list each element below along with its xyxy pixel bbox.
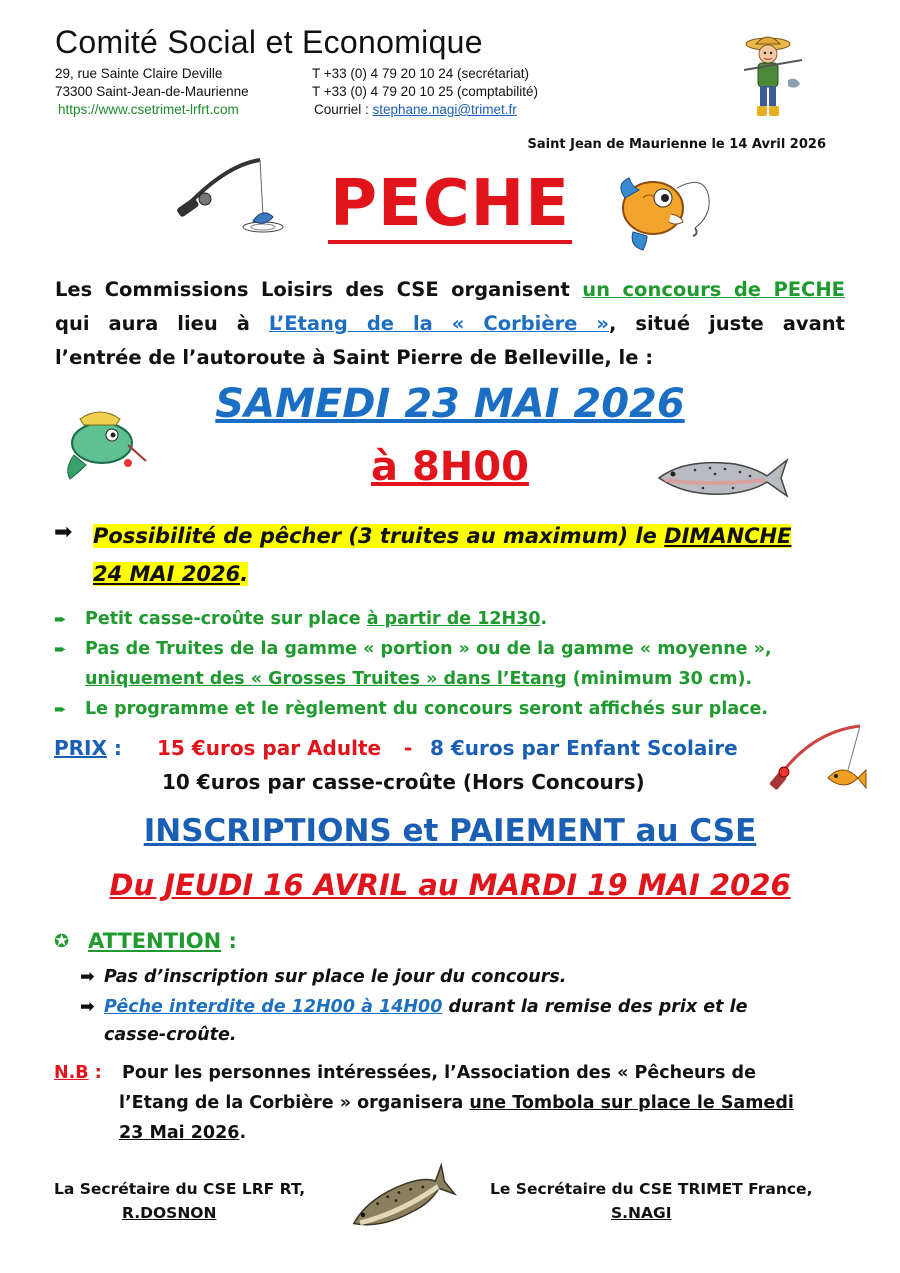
nb-tombola: une Tombola sur place le Samedi bbox=[469, 1093, 794, 1113]
prix-adult: 15 €uros par Adulte bbox=[157, 736, 382, 760]
intro-text-2: qui aura lieu à bbox=[55, 312, 269, 335]
event-date bbox=[0, 381, 900, 427]
prix-child: 8 €uros par Enfant Scolaire bbox=[430, 736, 738, 760]
signature-left-name: R.DOSNON bbox=[122, 1204, 217, 1222]
attention-item-2-line-2: casse-croûte. bbox=[104, 1025, 237, 1045]
nb-line-1: Pour les personnes intéressées, l’Association des « Pêcheurs de bbox=[122, 1063, 756, 1083]
arrow-right-icon: ➨ bbox=[54, 610, 67, 628]
rod-fish-icon bbox=[768, 722, 868, 804]
detail-snack-end: . bbox=[540, 609, 548, 629]
signature-right-name: S.NAGI bbox=[611, 1204, 672, 1222]
intro-line-3: l’entrée de l’autoroute à Saint Pierre de Belleville, le : bbox=[55, 346, 654, 369]
nb-colon: : bbox=[88, 1063, 102, 1083]
detail-trout-end: (minimum 30 cm). bbox=[566, 669, 753, 689]
contest-link: un concours de PECHE bbox=[582, 278, 846, 301]
signature-right-title: Le Secrétaire du CSE TRIMET France, bbox=[490, 1180, 813, 1198]
inscriptions-period-text: Du JEUDI 16 AVRIL au MARDI 19 MAI 2026 bbox=[109, 868, 791, 902]
email-line bbox=[314, 102, 517, 117]
intro-text-3: , situé juste avant bbox=[608, 312, 845, 335]
nb-line-3 bbox=[119, 1118, 246, 1149]
prix-label bbox=[54, 736, 122, 760]
detail-item-program: Le programme et le règlement du concours seront affichés sur place. bbox=[85, 699, 769, 719]
prix-separator: - bbox=[404, 736, 413, 760]
inscriptions-title bbox=[0, 813, 900, 849]
event-time-text: à 8H00 bbox=[371, 444, 529, 490]
cartoon-fish-hook-icon bbox=[615, 168, 715, 258]
title-text: PECHE bbox=[328, 168, 572, 244]
email-label: Courriel : bbox=[314, 102, 373, 117]
page-title bbox=[0, 168, 900, 244]
sunday-text: Possibilité de pêcher (3 truites au maximum) le bbox=[93, 524, 665, 548]
attention-item-2 bbox=[104, 992, 747, 1022]
attention-label bbox=[88, 929, 237, 953]
intro-line-1 bbox=[55, 273, 845, 307]
detail-item-trout-line-1: Pas de Truites de la gamme « portion » ou de la gamme « moyenne », bbox=[85, 639, 772, 659]
nb-line-2-text: l’Etang de la Corbière » organisera bbox=[119, 1093, 470, 1113]
detail-trout-ul: uniquement des « Grosses Truites » dans l’Etang bbox=[85, 669, 567, 689]
email-link[interactable]: stephane.nagi@trimet.fr bbox=[372, 102, 517, 117]
star-circle-icon: ✪ bbox=[54, 931, 70, 952]
org-title: Comité Social et Economique bbox=[55, 24, 483, 60]
prix-snack: 10 €uros par casse-croûte (Hors Concours) bbox=[162, 770, 645, 794]
event-date-text: SAMEDI 23 MAI 2026 bbox=[215, 381, 685, 427]
brown-trout-icon bbox=[345, 1170, 455, 1235]
website-link[interactable]: https://www.csetrimet-lrfrt.com bbox=[58, 102, 239, 117]
sunday-date: 24 MAI 2026 bbox=[93, 562, 241, 586]
intro-line-2 bbox=[55, 307, 845, 341]
phone-accounting: T +33 (0) 4 79 20 10 25 (comptabilité) bbox=[312, 84, 539, 99]
attention-forbidden-time: Pêche interdite de 12H00 à 14H00 bbox=[104, 997, 443, 1017]
attention-colon: : bbox=[221, 929, 237, 953]
sunday-day: DIMANCHE bbox=[664, 524, 792, 548]
intro-text-1: Les Commissions Loisirs des CSE organisent bbox=[55, 278, 583, 301]
attention-item-2-text: durant la remise des prix et le bbox=[442, 997, 748, 1017]
prix-colon: : bbox=[106, 736, 122, 760]
sunday-note bbox=[93, 517, 845, 593]
arrow-right-icon: ➨ bbox=[54, 700, 67, 718]
inscriptions-title-text: INSCRIPTIONS et PAIEMENT au CSE bbox=[143, 813, 757, 849]
attention-item-1: Pas d’inscription sur place le jour du concours. bbox=[104, 967, 567, 987]
arrow-right-icon: ➨ bbox=[54, 640, 67, 658]
pond-name: L’Etang de la « Corbière » bbox=[268, 312, 609, 335]
attention-label-text: ATTENTION bbox=[88, 929, 222, 953]
nb-line-3-end: . bbox=[239, 1123, 247, 1143]
address-line-1: 29, rue Sainte Claire Deville bbox=[55, 66, 223, 81]
detail-snack-text: Petit casse-croûte sur place bbox=[85, 609, 367, 629]
arrow-right-icon: ➡ bbox=[80, 997, 95, 1017]
nb-label-text: N.B bbox=[54, 1063, 89, 1083]
detail-item-snack bbox=[85, 604, 547, 634]
trout-icon bbox=[655, 452, 790, 502]
date-line: Saint Jean de Maurienne le 14 Avril 2026 bbox=[527, 137, 826, 152]
nb-line-2 bbox=[119, 1088, 794, 1119]
arrow-right-icon: ➡ bbox=[80, 967, 95, 987]
intro-paragraph bbox=[55, 273, 845, 375]
address-line-2: 73300 Saint-Jean-de-Maurienne bbox=[55, 84, 249, 99]
signature-left-title: La Secrétaire du CSE LRF RT, bbox=[54, 1180, 306, 1198]
detail-snack-time: à partir de 12H30 bbox=[366, 609, 541, 629]
nb-label bbox=[54, 1058, 102, 1089]
nb-tombola-date: 23 Mai 2026 bbox=[119, 1123, 240, 1143]
detail-item-trout-line-2 bbox=[85, 664, 752, 694]
sunday-end: . bbox=[240, 562, 249, 586]
prix-label-text: PRIX bbox=[54, 736, 107, 760]
inscriptions-period bbox=[0, 868, 900, 902]
arrow-right-icon: ➡ bbox=[54, 520, 73, 545]
fisherman-boy-icon bbox=[738, 30, 808, 122]
phone-secretariat: T +33 (0) 4 79 20 10 24 (secrétariat) bbox=[312, 66, 529, 81]
